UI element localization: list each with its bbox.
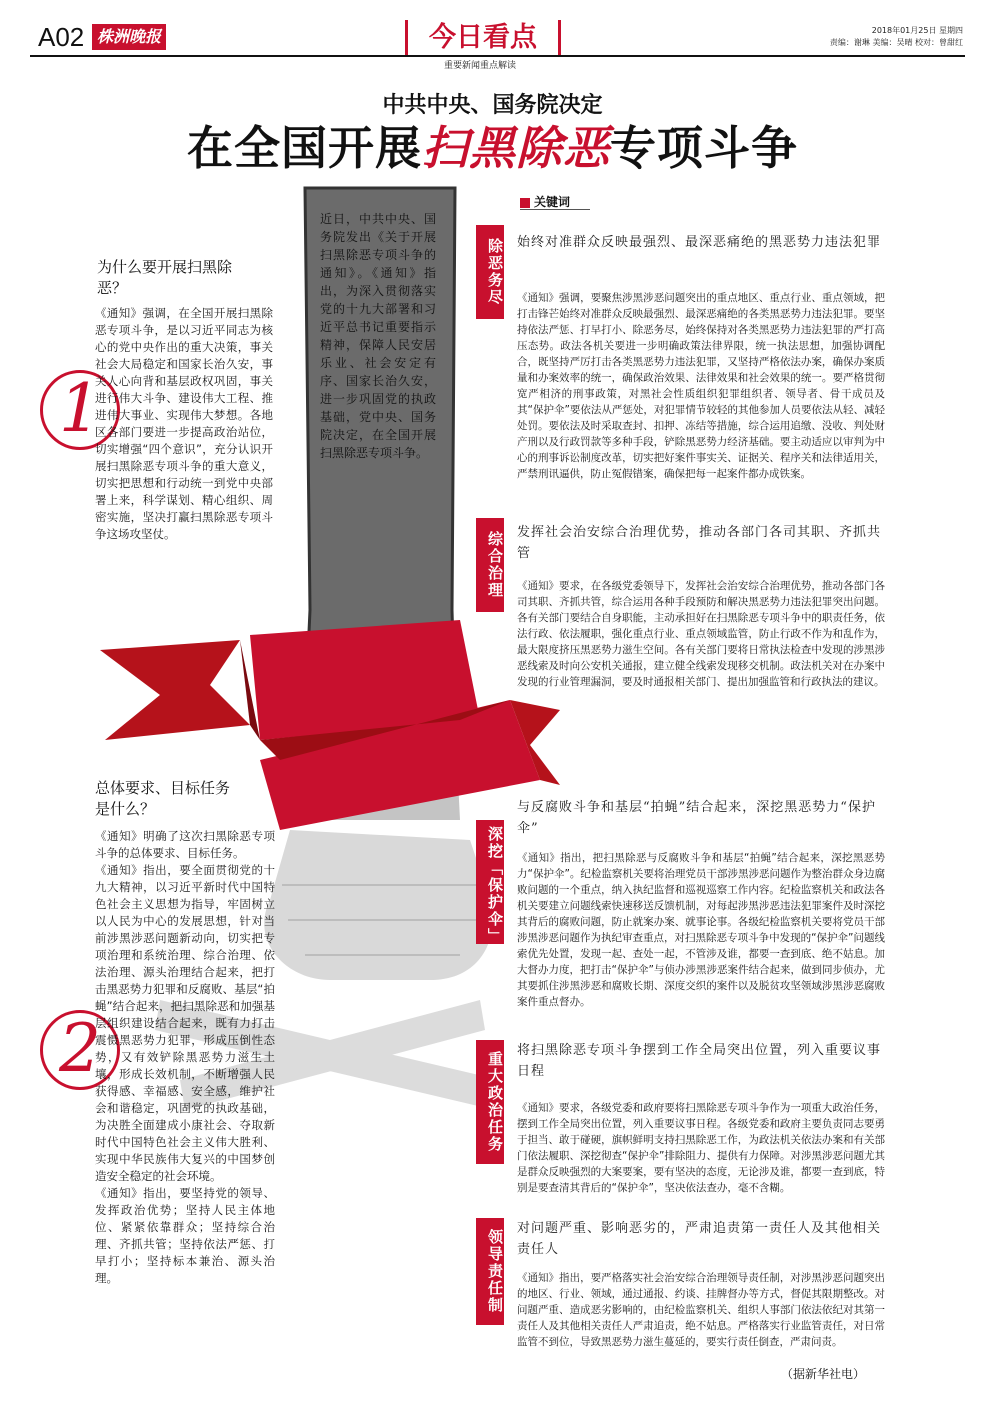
- headline-part-1: 在全国开展: [187, 121, 422, 175]
- question-1-heading: 为什么要开展扫黑除恶？: [97, 258, 233, 297]
- keyword-5-lede: 对问题严重、影响恶劣的，严肃追责第一责任人及其他相关责任人: [517, 1221, 882, 1257]
- editor-credits: 责编：谢琳 美编：吴晴 校对：曾甜红: [829, 38, 963, 47]
- keyword-1-lede: 始终对准群众反映最强烈、最深恶痛绝的黑恶势力违法犯罪: [517, 235, 882, 250]
- keyword-3-body: 《通知》指出，把扫黑除恶与反腐败斗争和基层“拍蝇”结合起来，深挖黑恶势力“保护伞”。纪检监察机关要将治理党员干部涉黑涉恶问题作为整治群众身边腐败问题的一个重点，纳入执纪监督和巡视巡察工作内容。纪检监察机关和政法各机关要建立问题线索快速移送反馈机制，对每起涉黑涉恶违法犯罪案件及时深挖其背后的腐败问题，防止就案办案、就事论事。各级纪检监察机关要将党员干部涉黑涉恶问题作为执纪审查重点，对扫黑除恶专项斗争中发现的“保护伞”问题线索优先处置，发现一起、查处一起，不管涉及谁，都要一查到底、绝不姑息。加大督办力度，把打击“保护伞”与侦办涉黑涉恶案件结合起来，做到同步侦办，尤其要抓住涉黑涉恶和腐败长期、深度交织的案件以及脱贫攻坚领域涉黑涉恶腐败案件重点督办。: [517, 852, 885, 1008]
- keyword-1-body: 《通知》强调，要聚焦涉黑涉恶问题突出的重点地区、重点行业、重点领域，把打击锋芒始终对准群众反映最强烈、最深恶痛绝的各类黑恶势力违法犯罪。要坚持依法严惩、打早打小、除恶务尽，始终保持对各类黑恶势力违法犯罪的严打高压态势。政法各机关要进一步明确政策法律界限，统一执法思想，加强协调配合，既坚持严厉打击各类黑恶势力违法犯罪，又坚持严格依法办案，确保办案质量和办案效率的统一，确保政治效果、法律效果和社会效果的统一。要严格贯彻宽严相济的刑事政策，对黑社会性质组织犯罪组织者、领导者、骨干成员及其“保护伞”要依法从严惩处，对犯罪情节较轻的其他参加人员要依法从轻、减轻处罚。要依法及时采取查封、扣押、冻结等措施，综合运用追缴、没收、判处财产刑以及行政罚款等多种手段，铲除黑恶势力经济基础。要主动适应以审判为中心的刑事诉讼制度改革，切实把好案件事实关、证据关、程序关和法律适用关，严禁刑讯逼供，防止冤假错案，确保把每一起案件都办成铁案。: [517, 292, 885, 480]
- newspaper-masthead: 株洲晚报: [92, 24, 166, 50]
- issue-date: 2018年01月25日 星期四: [871, 26, 963, 35]
- headline-part-2: 专项斗争: [610, 121, 798, 175]
- keyword-5-body: 《通知》指出，要严格落实社会治安综合治理领导责任制，对涉黑涉恶问题突出的地区、行业、领域，通过通报、约谈、挂牌督办等方式，督促其限期整改。对问题严重、造成恶劣影响的，由纪检监察机关、组织人事部门依法依纪对其第一责任人及其他相关责任人严肃追责，绝不姑息。严格落实行业监管责任，对日常监管不到位，导致黑恶势力滋生蔓延的，要实行责任倒查，严肃问责。: [517, 1272, 885, 1348]
- page-number: A02: [38, 22, 85, 52]
- question-2-para-2: 《通知》指出，要全面贯彻党的十九大精神，以习近平新时代中国特色社会主义思想为指导，牢固树立以人民为中心的发展思想，针对当前涉黑涉恶问题新动向，切实把专项治理和系统治理、综合治理、依法治理、源头治理结合起来，把打击黑恶势力犯罪和反腐败、基层“拍蝇”结合起来，把扫黑除恶和加强基层组织建设结合起来，既有力打击震慑黑恶势力犯罪，形成压倒性态势，又有效铲除黑恶势力滋生土壤，形成长效机制，不断增强人民获得感、幸福感、安全感，维护社会和谐稳定，巩固党的执政基础，为决胜全面建成小康社会、夺取新时代中国特色社会主义伟大胜利、实现中华民族伟大复兴的中国梦创造安全稳定的社会环境。: [95, 863, 275, 1183]
- keyword-4-label: 重大政治任务: [476, 1040, 504, 1164]
- arrow-mark-icon: [520, 198, 530, 208]
- keywords-rule: [520, 209, 590, 210]
- question-1-number: 1: [40, 370, 120, 450]
- header-meta: [813, 25, 963, 49]
- header-rule: [30, 55, 965, 57]
- section-title: 今日看点: [405, 20, 561, 56]
- headline-kicker: 中共中央、国务院决定: [382, 93, 603, 118]
- question-2-para-1: 《通知》明确了这次扫黑除恶专项斗争的总体要求、目标任务。: [95, 829, 275, 860]
- keyword-2-label: 综合治理: [476, 518, 504, 612]
- keyword-1-label: 除恶务尽: [476, 225, 504, 319]
- keyword-4-body: 《通知》要求，各级党委和政府要将扫黑除恶专项斗争作为一项重大政治任务，摆到工作全局突出位置，列入重要议事日程。各级党委和政府主要负责同志要勇于担当、敢于碰硬，旗帜鲜明支持扫黑除恶工作，为政法机关依法办案和有关部门依法履职、深挖彻查“保护伞”排除阻力、提供有力保障。对涉黑涉恶问题尤其是群众反映强烈的大案要案，要有坚决的态度，无论涉及谁，都要一查到底，特别是要查清其背后的“保护伞”，坚决依法查办，毫不含糊。: [517, 1102, 885, 1194]
- source-credit: （据新华社电）: [780, 1367, 865, 1381]
- keyword-2-body: 《通知》要求，在各级党委领导下，发挥社会治安综合治理优势，推动各部门各司其职、齐抓共管，综合运用各种手段预防和解决黑恶势力违法犯罪突出问题。各有关部门要结合自身职能，主动承担好在扫黑除恶专项斗争中的职责任务，依法行政、依法履职，强化重点行业、重点领域监管，防止行政不作为和乱作为，最大限度挤压黑恶势力滋生空间。各有关部门要将日常执法检查中发现的涉黑涉恶线索及时向公安机关通报，建立健全线索发现移交机制。政法机关对在办案中发现的行业管理漏洞，要及时通报相关部门、提出加强监管和行政执法的建议。: [517, 580, 885, 688]
- question-1-body: 《通知》强调，在全国开展扫黑除恶专项斗争，是以习近平同志为核心的党中央作出的重大决策，事关社会大局稳定和国家长治久安，事关人心向背和基层政权巩固，事关进行伟大斗争、建设伟大工程、推进伟大事业、实现伟大梦想。各地区各部门要进一步提高政治站位，切实增强“四个意识”，充分认识开展扫黑除恶专项斗争的重大意义，切实把思想和行动统一到党中央部署上来，科学谋划、精心组织、周密实施，坚决打赢扫黑除恶专项斗争这场攻坚仗。: [95, 306, 273, 541]
- question-2-number: 2: [40, 1010, 120, 1090]
- question-2-heading: 总体要求、目标任务是什么？: [95, 779, 231, 818]
- keywords-heading-text: 关键词: [534, 195, 571, 209]
- article-lede: 近日，中共中央、国务院发出《关于开展扫黑除恶专项斗争的通知》。《通知》指出，为深入贯彻落实党的十九大部署和习近平总书记重要指示精神，保障人民安居乐业、社会安定有序、国家长治久安，进一步巩固党的执政基础，党中央、国务院决定，在全国开展扫黑除恶专项斗争。: [320, 212, 436, 460]
- keyword-3-label: 深挖「保护伞」: [476, 820, 504, 944]
- keyword-3-lede: 与反腐败斗争和基层“拍蝇”结合起来，深挖黑恶势力“保护伞”: [517, 800, 876, 836]
- question-2-body: [95, 828, 275, 1287]
- headline-highlight: 扫黑除恶: [422, 121, 610, 175]
- question-2-para-3: 《通知》指出，要坚持党的领导、发挥政治优势；坚持人民主体地位、紧紧依靠群众；坚持综合治理、齐抓共管；坚持依法严惩、打早打小；坚持标本兼治、源头治理。: [95, 1186, 275, 1285]
- headline: [0, 112, 985, 178]
- keywords-heading: [520, 193, 570, 210]
- keyword-5-label: 领导责任制: [476, 1218, 504, 1325]
- keyword-2-lede: 发挥社会治安综合治理优势，推动各部门各司其职、齐抓共管: [517, 525, 882, 561]
- keyword-4-lede: 将扫黑除恶专项斗争摆到工作全局突出位置，列入重要议事日程: [517, 1043, 882, 1079]
- section-subtitle: 重要新闻重点解读: [443, 61, 516, 71]
